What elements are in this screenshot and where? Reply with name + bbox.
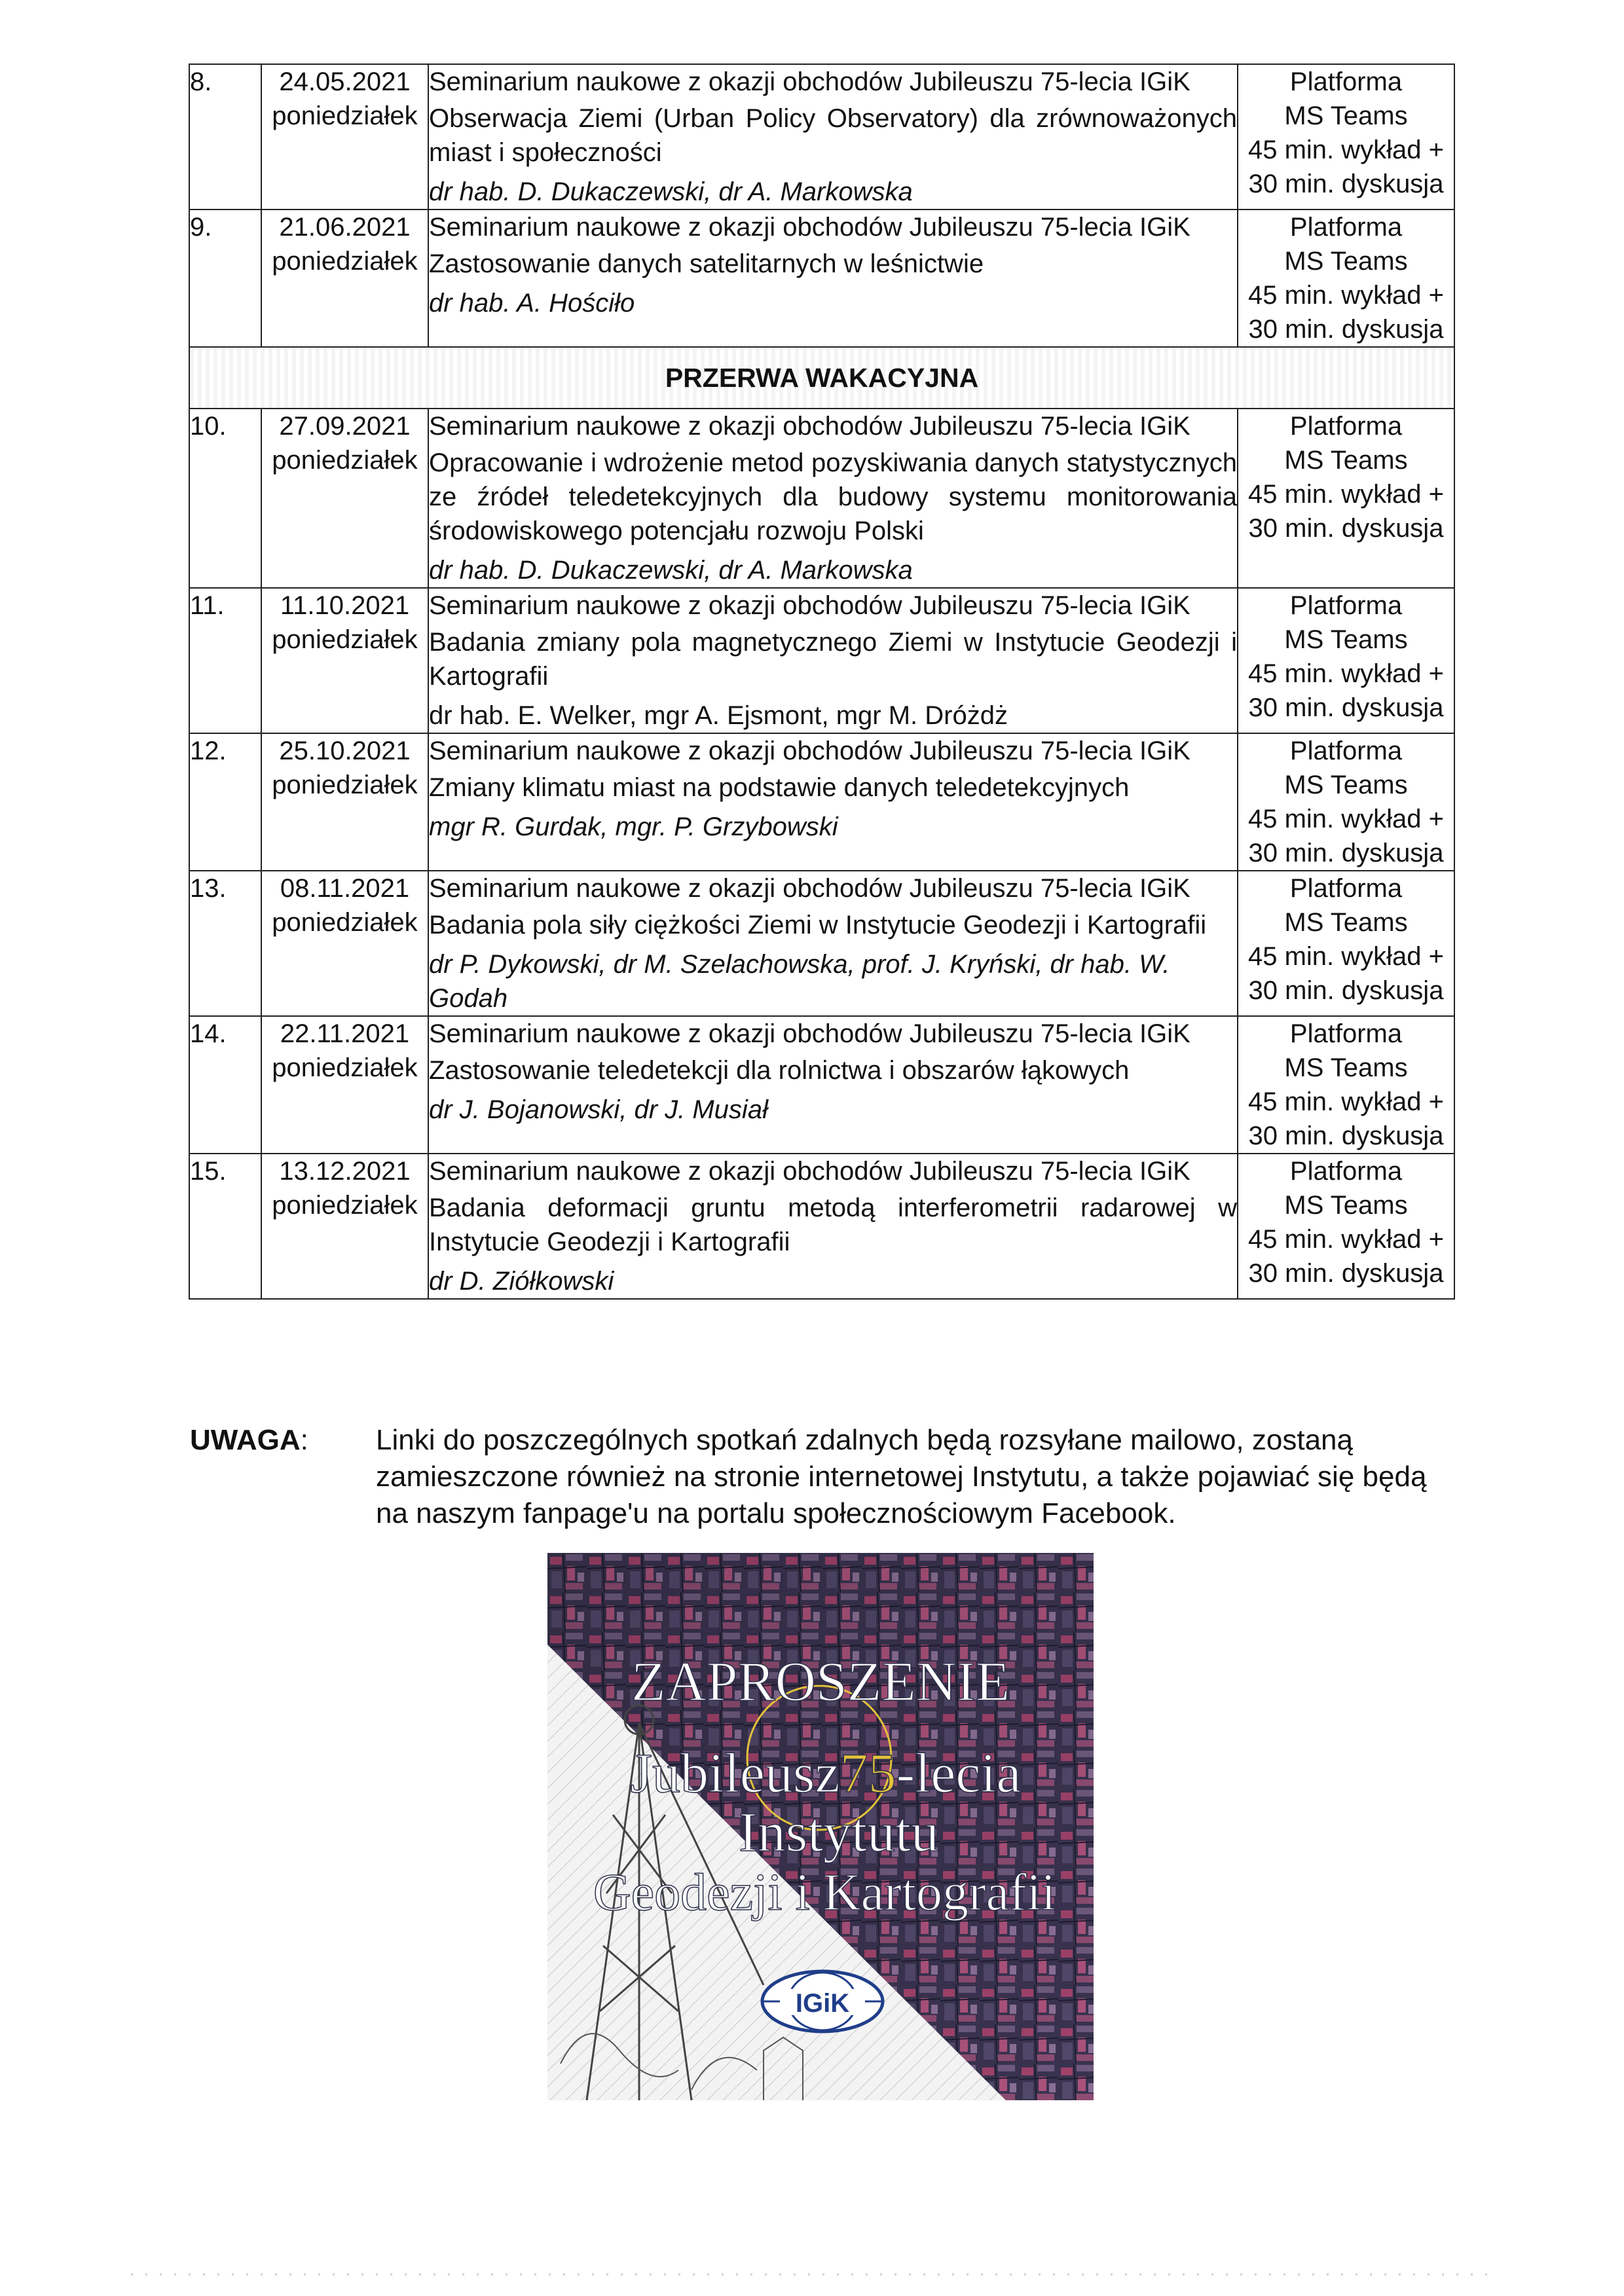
igik-logo bbox=[762, 1971, 883, 2032]
platform-line: 45 min. wykład + bbox=[1247, 942, 1445, 971]
schedule-row bbox=[189, 871, 1454, 1016]
platform-line: 45 min. wykład + bbox=[1247, 136, 1445, 164]
row-platform-cell bbox=[1238, 1154, 1454, 1299]
platform-line: Platforma bbox=[1289, 213, 1403, 242]
seminar-title: Seminarium naukowe z okazji obchodów Jubileuszu 75-lecia IGiK bbox=[429, 213, 1190, 242]
seminar-authors: dr J. Bojanowski, dr J. Musiał bbox=[429, 1095, 768, 1124]
row-number-cell bbox=[189, 64, 261, 210]
row-weekday: poniedziałek bbox=[272, 101, 418, 130]
row-number-cell bbox=[189, 1016, 261, 1154]
row-platform-cell bbox=[1238, 871, 1454, 1016]
schedule-row bbox=[189, 588, 1454, 733]
row-description-cell bbox=[428, 64, 1238, 210]
schedule-row bbox=[189, 733, 1454, 871]
row-platform-cell bbox=[1238, 210, 1454, 347]
row-weekday: poniedziałek bbox=[272, 908, 418, 937]
summer-break-row bbox=[189, 347, 1454, 409]
platform-line: MS Teams bbox=[1284, 908, 1408, 937]
row-number-cell bbox=[189, 210, 261, 347]
seminar-authors: dr hab. D. Dukaczewski, dr A. Markowska bbox=[429, 556, 913, 585]
schedule-row bbox=[189, 1016, 1454, 1154]
row-description-cell bbox=[428, 1154, 1238, 1299]
row-description-cell bbox=[428, 409, 1238, 588]
row-number: 10. bbox=[190, 412, 227, 441]
seminar-topic: Zmiany klimatu miast na podstawie danych teledetekcyjnych bbox=[429, 773, 1130, 802]
row-date-cell bbox=[261, 64, 428, 210]
schedule-row bbox=[189, 64, 1454, 210]
seminar-authors: dr hab. D. Dukaczewski, dr A. Markowska bbox=[429, 177, 913, 206]
platform-line: MS Teams bbox=[1284, 101, 1408, 130]
platform-line: 45 min. wykład + bbox=[1247, 480, 1445, 509]
row-number: 8. bbox=[190, 67, 212, 96]
row-number: 15. bbox=[190, 1157, 227, 1186]
seminar-topic: Zastosowanie danych satelitarnych w leśnictwie bbox=[429, 249, 984, 278]
platform-line: 30 min. dyskusja bbox=[1248, 315, 1444, 344]
platform-line: 45 min. wykład + bbox=[1247, 281, 1445, 310]
platform-line: Platforma bbox=[1289, 591, 1403, 620]
row-date-cell bbox=[261, 733, 428, 871]
row-date: 27.09.2021 bbox=[279, 412, 411, 441]
platform-line: MS Teams bbox=[1284, 1191, 1408, 1220]
platform-line: 30 min. dyskusja bbox=[1248, 170, 1444, 198]
seminar-topic: Badania pola siły ciężkości Ziemi w Instytucie Geodezji i Kartografii bbox=[429, 911, 1207, 939]
seminar-topic: Badania deformacji gruntu metodą interferometrii radarowej w Instytucie Geodezji i Kartografii bbox=[429, 1194, 1237, 1256]
seminar-title: Seminarium naukowe z okazji obchodów Jubileuszu 75-lecia IGiK bbox=[429, 1157, 1190, 1186]
row-weekday: poniedziałek bbox=[272, 1191, 418, 1220]
platform-line: MS Teams bbox=[1284, 1053, 1408, 1082]
row-description-cell bbox=[428, 1016, 1238, 1154]
row-description-cell bbox=[428, 210, 1238, 347]
row-platform-cell bbox=[1238, 64, 1454, 210]
platform-line: 45 min. wykład + bbox=[1247, 1087, 1445, 1116]
seminar-topic: Obserwacja Ziemi (Urban Policy Observatory) dla zrównoważonych miast i społeczności bbox=[429, 104, 1237, 167]
row-weekday: poniedziałek bbox=[272, 247, 418, 276]
seminar-title: Seminarium naukowe z okazji obchodów Jubileuszu 75-lecia IGiK bbox=[429, 737, 1190, 765]
platform-line: 45 min. wykład + bbox=[1247, 659, 1445, 688]
row-date: 11.10.2021 bbox=[280, 591, 410, 620]
row-platform-cell bbox=[1238, 588, 1454, 733]
platform-line: MS Teams bbox=[1284, 625, 1408, 654]
row-number: 14. bbox=[190, 1019, 227, 1048]
platform-line: Platforma bbox=[1289, 737, 1403, 765]
seminar-topic: Zastosowanie teledetekcji dla rolnictwa i obszarów łąkowych bbox=[429, 1056, 1130, 1085]
row-platform-cell bbox=[1238, 1016, 1454, 1154]
platform-line: MS Teams bbox=[1284, 771, 1408, 799]
seminar-authors: dr hab. A. Hościło bbox=[429, 289, 635, 318]
platform-line: Platforma bbox=[1289, 874, 1403, 903]
row-weekday: poniedziałek bbox=[272, 625, 418, 654]
seminar-topic: Opracowanie i wdrożenie metod pozyskiwania danych statystycznych ze źródeł teledetekcyjnych dla budowy systemu monitorowania środowiskowego potencjału rozwoju Polski bbox=[429, 448, 1237, 545]
row-date-cell bbox=[261, 588, 428, 733]
seminar-topic: Badania zmiany pola magnetycznego Ziemi w Instytucie Geodezji i Kartografii bbox=[429, 628, 1237, 691]
poster-jubilee-line: Jubileusz75-lecia bbox=[630, 1741, 1022, 1804]
row-description-cell bbox=[428, 871, 1238, 1016]
row-number-cell bbox=[189, 409, 261, 588]
schedule-row bbox=[189, 210, 1454, 347]
poster-institute-line: Instytutu bbox=[739, 1800, 939, 1863]
row-weekday: poniedziałek bbox=[272, 1053, 418, 1082]
row-date: 08.11.2021 bbox=[280, 874, 410, 903]
seminar-authors: dr P. Dykowski, dr M. Szelachowska, prof. J. Kryński, dr hab. W. Godah bbox=[429, 950, 1170, 1013]
row-number: 9. bbox=[190, 213, 212, 242]
seminar-title: Seminarium naukowe z okazji obchodów Jubileuszu 75-lecia IGiK bbox=[429, 591, 1190, 620]
schedule-body bbox=[189, 64, 1454, 1299]
row-date: 13.12.2021 bbox=[279, 1157, 411, 1186]
platform-line: 30 min. dyskusja bbox=[1248, 976, 1444, 1005]
row-date-cell bbox=[261, 1154, 428, 1299]
schedule-table bbox=[189, 64, 1455, 1300]
platform-line: 30 min. dyskusja bbox=[1248, 693, 1444, 722]
row-platform-cell bbox=[1238, 733, 1454, 871]
platform-line: 45 min. wykład + bbox=[1247, 805, 1445, 833]
row-number-cell bbox=[189, 1154, 261, 1299]
platform-line: Platforma bbox=[1289, 1157, 1403, 1186]
seminar-title: Seminarium naukowe z okazji obchodów Jubileuszu 75-lecia IGiK bbox=[429, 874, 1190, 903]
footer-dotted-line bbox=[131, 2273, 1493, 2276]
row-date-cell bbox=[261, 409, 428, 588]
igik-logo-text: IGiK bbox=[795, 1989, 850, 2018]
seminar-title: Seminarium naukowe z okazji obchodów Jubileuszu 75-lecia IGiK bbox=[429, 67, 1190, 96]
row-description-cell bbox=[428, 588, 1238, 733]
row-number: 12. bbox=[190, 737, 227, 765]
row-date: 21.06.2021 bbox=[279, 213, 411, 242]
row-date-cell bbox=[261, 210, 428, 347]
poster-heading: ZAPROSZENIE bbox=[631, 1650, 1010, 1713]
platform-line: 30 min. dyskusja bbox=[1248, 839, 1444, 867]
row-number-cell bbox=[189, 871, 261, 1016]
row-date: 24.05.2021 bbox=[279, 67, 411, 96]
invitation-poster bbox=[547, 1553, 1094, 2100]
row-platform-cell bbox=[1238, 409, 1454, 588]
platform-line: 30 min. dyskusja bbox=[1248, 1121, 1444, 1150]
platform-line: 30 min. dyskusja bbox=[1248, 514, 1444, 543]
platform-line: Platforma bbox=[1289, 67, 1403, 96]
seminar-authors: dr D. Ziółkowski bbox=[429, 1267, 614, 1296]
row-date-cell bbox=[261, 871, 428, 1016]
note-label: UWAGA: bbox=[190, 1424, 308, 1456]
row-number-cell bbox=[189, 588, 261, 733]
row-description-cell bbox=[428, 733, 1238, 871]
seminar-authors: dr hab. E. Welker, mgr A. Ejsmont, mgr M. Dróżdż bbox=[429, 701, 1008, 730]
row-date: 25.10.2021 bbox=[279, 737, 411, 765]
row-date-cell bbox=[261, 1016, 428, 1154]
schedule-row bbox=[189, 1154, 1454, 1299]
platform-line: Platforma bbox=[1289, 1019, 1403, 1048]
seminar-title: Seminarium naukowe z okazji obchodów Jubileuszu 75-lecia IGiK bbox=[429, 1019, 1190, 1048]
note-text: Linki do poszczególnych spotkań zdalnych będą rozsyłane mailowo, zostaną zamieszczone również na stronie internetowej Instytutu, a także pojawiać się będą na naszym fanpage'u na portalu społecznościowym Facebook. bbox=[376, 1424, 1427, 1529]
platform-line: 30 min. dyskusja bbox=[1248, 1259, 1444, 1288]
seminar-authors: mgr R. Gurdak, mgr. P. Grzybowski bbox=[429, 812, 838, 841]
row-number: 11. bbox=[190, 591, 225, 620]
row-weekday: poniedziałek bbox=[272, 446, 418, 475]
row-weekday: poniedziałek bbox=[272, 771, 418, 799]
summer-break-label: PRZERWA WAKACYJNA bbox=[189, 347, 1454, 409]
platform-line: Platforma bbox=[1289, 412, 1403, 441]
platform-line: 45 min. wykład + bbox=[1247, 1225, 1445, 1254]
row-number: 13. bbox=[190, 874, 227, 903]
seminar-title: Seminarium naukowe z okazji obchodów Jubileuszu 75-lecia IGiK bbox=[429, 412, 1190, 441]
row-date: 22.11.2021 bbox=[280, 1019, 410, 1048]
platform-line: MS Teams bbox=[1284, 247, 1408, 276]
poster-geodesy-line: Geodezji i Kartografii bbox=[593, 1864, 1056, 1922]
row-number-cell bbox=[189, 733, 261, 871]
schedule-row bbox=[189, 409, 1454, 588]
platform-line: MS Teams bbox=[1284, 446, 1408, 475]
poster-artwork bbox=[547, 1553, 1094, 2100]
